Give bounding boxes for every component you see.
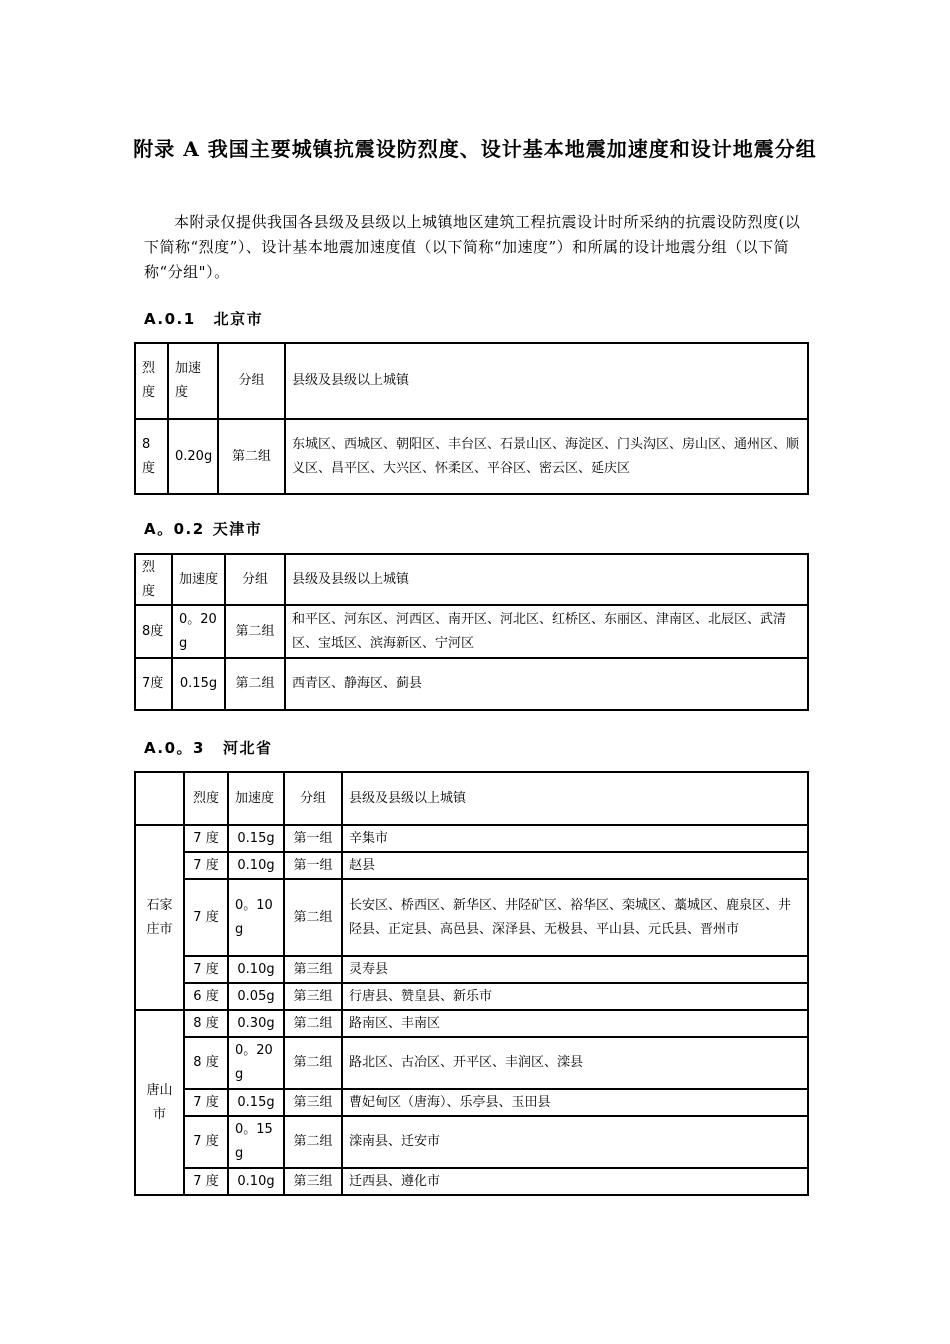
cell-accel: 0.10g <box>228 1168 284 1195</box>
cell-group: 第二组 <box>225 658 285 710</box>
cell-towns: 东城区、西城区、朝阳区、丰台区、石景山区、海淀区、门头沟区、房山区、通州区、顺义区、昌平区、大兴区、怀柔区、平谷区、密云区、延庆区 <box>285 419 808 494</box>
cell-accel: 0.15g <box>228 825 284 852</box>
table-row <box>135 1089 808 1116</box>
cell-accel: 0.30g <box>228 1010 284 1037</box>
cell-intensity: 8度 <box>135 419 168 494</box>
intro-paragraph: 本附录仅提供我国各县级及县级以上城镇地区建筑工程抗震设计时所采纳的抗震设防烈度(以下简称“烈度”）、设计基本地震加速度值（以下简称“加速度”）和所属的设计地震分组（以下简称“分组"）。 <box>144 213 801 281</box>
table-row <box>135 825 808 852</box>
table-row <box>135 419 808 494</box>
section-name: 河北省 <box>222 739 273 757</box>
cell-group: 第三组 <box>284 1089 342 1116</box>
cell-intensity: 7 度 <box>184 1168 228 1195</box>
cell-intensity: 7 度 <box>184 825 228 852</box>
page-title: 附录 A 我国主要城镇抗震设防烈度、设计基本地震加速度和设计地震分组 <box>133 137 817 161</box>
cell-towns: 赵县 <box>342 852 808 879</box>
tianjin-table <box>134 553 809 711</box>
cell-group: 第三组 <box>284 983 342 1010</box>
cell-group: 第一组 <box>284 852 342 879</box>
city-name-shijiazhuang: 石家庄市 <box>135 825 184 1010</box>
beijing-table <box>134 342 809 495</box>
hebei-table <box>134 771 809 1196</box>
header-group: 分组 <box>284 772 342 825</box>
header-city-blank <box>135 772 184 825</box>
header-towns: 县级及县级以上城镇 <box>285 554 808 605</box>
cell-group: 第二组 <box>284 1037 342 1089</box>
table-row <box>135 956 808 983</box>
cell-intensity: 8 度 <box>184 1037 228 1089</box>
cell-intensity: 7度 <box>135 658 172 710</box>
section-heading-tianjin <box>144 518 262 539</box>
table-row <box>135 1168 808 1195</box>
header-accel: 加速度 <box>172 554 225 605</box>
cell-towns: 滦南县、迁安市 <box>342 1116 808 1168</box>
header-group: 分组 <box>218 343 285 419</box>
section-heading-hebei <box>144 737 272 758</box>
cell-accel: 0。15g <box>228 1116 284 1168</box>
section-heading-beijing <box>144 308 263 329</box>
cell-towns: 辛集市 <box>342 825 808 852</box>
cell-towns: 路南区、丰南区 <box>342 1010 808 1037</box>
cell-accel: 0.05g <box>228 983 284 1010</box>
cell-intensity: 7 度 <box>184 1089 228 1116</box>
cell-intensity: 7 度 <box>184 879 228 956</box>
cell-group: 第三组 <box>284 956 342 983</box>
header-intensity: 烈度 <box>135 554 172 605</box>
header-accel: 加速度 <box>228 772 284 825</box>
cell-accel: 0。10g <box>228 879 284 956</box>
header-towns: 县级及县级以上城镇 <box>285 343 808 419</box>
cell-accel: 0.15g <box>228 1089 284 1116</box>
section-name: 天津市 <box>212 520 263 538</box>
cell-group: 第一组 <box>284 825 342 852</box>
cell-accel: 0.10g <box>228 852 284 879</box>
cell-towns: 长安区、桥西区、新华区、井陉矿区、裕华区、栾城区、藁城区、鹿泉区、井陉县、正定县、高邑县、深泽县、无极县、平山县、元氏县、晋州市 <box>342 879 808 956</box>
table-row <box>135 983 808 1010</box>
table-row <box>135 658 808 710</box>
cell-intensity: 7 度 <box>184 956 228 983</box>
cell-accel: 0.15g <box>172 658 225 710</box>
city-name-tangshan: 唐山市 <box>135 1010 184 1195</box>
cell-accel: 0。20g <box>172 605 225 658</box>
table-row <box>135 605 808 658</box>
table-row <box>135 879 808 956</box>
cell-group: 第二组 <box>284 879 342 956</box>
table-row <box>135 1037 808 1089</box>
cell-accel: 0。20g <box>228 1037 284 1089</box>
section-number: A.0.1 <box>144 310 196 328</box>
cell-group: 第二组 <box>225 605 285 658</box>
table-row <box>135 1010 808 1037</box>
section-number: A。0.2 <box>144 520 205 538</box>
cell-towns: 路北区、古冶区、开平区、丰润区、滦县 <box>342 1037 808 1089</box>
cell-towns: 行唐县、赞皇县、新乐市 <box>342 983 808 1010</box>
header-towns: 县级及县级以上城镇 <box>342 772 808 825</box>
table-row <box>135 1116 808 1168</box>
cell-towns: 迁西县、遵化市 <box>342 1168 808 1195</box>
cell-intensity: 7 度 <box>184 1116 228 1168</box>
cell-towns: 曹妃甸区（唐海）、乐亭县、玉田县 <box>342 1089 808 1116</box>
cell-intensity: 6 度 <box>184 983 228 1010</box>
cell-intensity: 8 度 <box>184 1010 228 1037</box>
table-row <box>135 852 808 879</box>
cell-towns: 灵寿县 <box>342 956 808 983</box>
cell-group: 第二组 <box>218 419 285 494</box>
header-group: 分组 <box>225 554 285 605</box>
cell-accel: 0.20g <box>168 419 218 494</box>
cell-group: 第二组 <box>284 1010 342 1037</box>
cell-towns: 西青区、静海区、蓟县 <box>285 658 808 710</box>
cell-towns: 和平区、河东区、河西区、南开区、河北区、红桥区、东丽区、津南区、北辰区、武清区、宝坻区、滨海新区、宁河区 <box>285 605 808 658</box>
cell-intensity: 7 度 <box>184 852 228 879</box>
cell-intensity: 8度 <box>135 605 172 658</box>
header-intensity: 烈度 <box>135 343 168 419</box>
header-intensity: 烈度 <box>184 772 228 825</box>
cell-accel: 0.10g <box>228 956 284 983</box>
section-name: 北京市 <box>213 310 264 328</box>
header-accel: 加速度 <box>168 343 218 419</box>
cell-group: 第三组 <box>284 1168 342 1195</box>
section-number: A.0。3 <box>144 739 205 757</box>
cell-group: 第二组 <box>284 1116 342 1168</box>
